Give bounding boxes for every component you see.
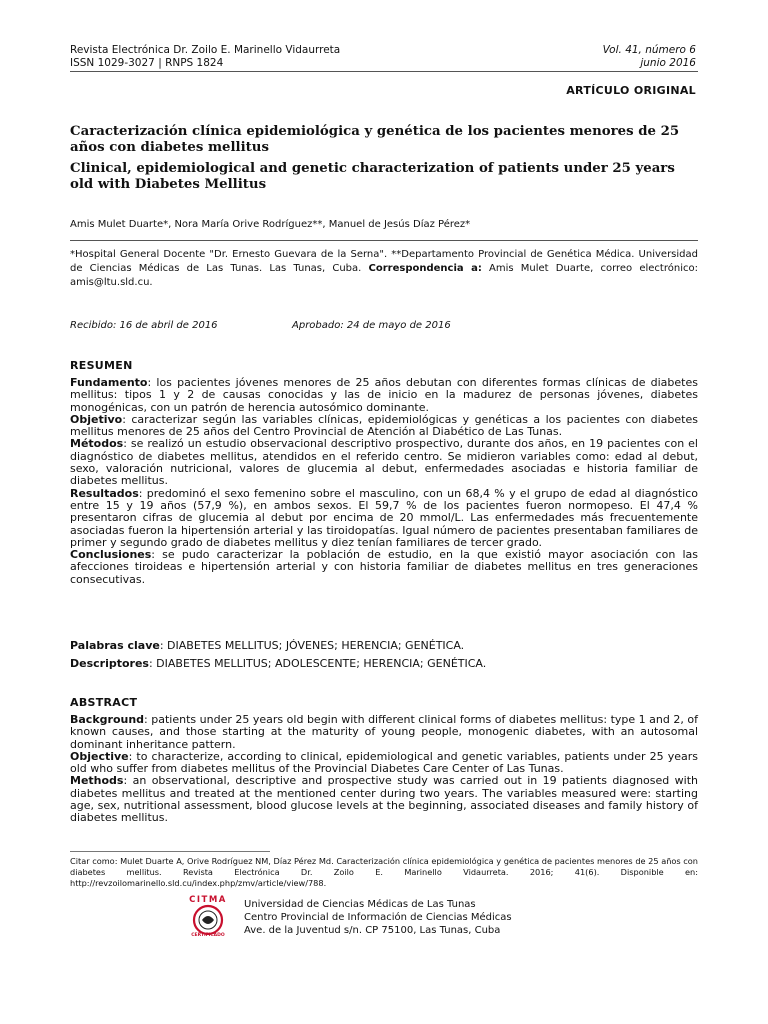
conclusiones-text: : se pudo caracterizar la población de estudio, en la que existió mayor asociación con las afecciones tiroideas e hipertensión arterial y con historia familiar de diabetes mellitus en tres generaciones consecutivas. xyxy=(70,548,698,586)
svg-text:CITMA: CITMA xyxy=(189,895,227,905)
resumen-heading: RESUMEN xyxy=(70,359,133,372)
objective-text: : to characterize, according to clinical, epidemiological and genetic variables, patients under 25 years old who suffer from diabetes mellitus of the Provincial Diabetes Care Center of Las Tunas. xyxy=(70,749,698,776)
background-text: : patients under 25 years old begin with different clinical forms of diabetes mellitus: type 1 and 2, of known causes, and those starting at the maturity of young people, monogenic diabetes, with an autosomal dominant inheritance pattern. xyxy=(70,713,698,751)
volume-number: Vol. 41, número 6 xyxy=(602,44,696,56)
methods-paragraph xyxy=(70,775,698,824)
issue-info xyxy=(603,44,696,70)
article-type: ARTÍCULO ORIGINAL xyxy=(566,84,696,97)
header-divider xyxy=(70,71,698,72)
fundamento-paragraph xyxy=(70,377,698,414)
metodos-label: Métodos xyxy=(70,437,124,451)
resumen-body xyxy=(70,377,698,586)
metodos-paragraph xyxy=(70,438,698,487)
abstract-body xyxy=(70,714,698,825)
dates-line xyxy=(70,320,451,331)
title-english: Clinical, epidemiological and genetic characterization of patients under 25 years old with Diabetes Mellitus xyxy=(70,161,675,192)
citation-divider xyxy=(70,851,270,852)
descriptores-text: : DIABETES MELLITUS; ADOLESCENTE; HERENCIA; GENÉTICA. xyxy=(148,657,487,670)
abstract-heading: ABSTRACT xyxy=(70,696,138,709)
institution-line-2: Centro Provincial de Información de Ciencias Médicas xyxy=(244,912,512,923)
methods-label: Methods xyxy=(70,774,124,788)
methods-text: : an observational, descriptive and prospective study was carried out in 19 patients diagnosed with diabetes mellitus and treated at the mentioned center during two years. The variables measured were: starting age, sex, nutritional assessment, blood glucose levels at the beginning, associated diseases and family history of diabetes mellitus. xyxy=(70,774,698,825)
journal-name: Revista Electrónica Dr. Zoilo E. Marinello Vidaurreta xyxy=(70,44,341,56)
correspondence-label: Correspondencia a: xyxy=(368,262,482,274)
affiliation-divider xyxy=(70,240,698,241)
conclusiones-label: Conclusiones xyxy=(70,548,152,562)
objetivo-label: Objetivo xyxy=(70,412,123,426)
citma-logo-icon xyxy=(186,894,234,938)
metodos-text: : se realizó un estudio observacional descriptivo prospectivo, durante dos años, en 19 pacientes con el diagnóstico de diabetes mellitus, atendidos en el referido centro. Se midieron variables como: edad al debut, sexo, valoración nutricional, valores de glucemia al debut, enfermedades asociadas e historia familiar de diabetes mellitus. xyxy=(70,437,698,488)
objective-paragraph xyxy=(70,751,698,776)
citation: Citar como: Mulet Duarte A, Orive Rodríguez NM, Díaz Pérez Md. Caracterización clínica epidemiológica y genética de pacientes menores de 25 años con diabetes mellitus. Revista Electrónica Dr. Zoilo E. Marinello Vidaurreta. 2016; 41(6). Disponible en: http://revzoilomarinello.sld.cu/index.php/zmv/article/view/788. xyxy=(70,856,698,888)
fundamento-label: Fundamento xyxy=(70,376,148,389)
background-label: Background xyxy=(70,713,145,726)
palabras-text: : DIABETES MELLITUS; JÓVENES; HERENCIA; GENÉTICA. xyxy=(159,639,465,652)
author-list: Amis Mulet Duarte*, Nora María Orive Rodríguez**, Manuel de Jesús Díaz Pérez* xyxy=(70,219,471,230)
title-spanish: Caracterización clínica epidemiológica y genética de los pacientes menores de 25 años con diabetes mellitus xyxy=(70,124,680,155)
affiliation xyxy=(70,248,698,289)
conclusiones-paragraph xyxy=(70,549,698,586)
issue-date: junio 2016 xyxy=(640,57,696,69)
institution-line-3: Ave. de la Juventud s/n. CP 75100, Las Tunas, Cuba xyxy=(244,925,501,936)
svg-text:CERTIFICADO: CERTIFICADO xyxy=(191,933,225,938)
journal-header xyxy=(70,44,340,70)
objective-label: Objective xyxy=(70,749,129,763)
resultados-label: Resultados xyxy=(70,486,139,500)
fundamento-text: : los pacientes jóvenes menores de 25 años debutan con diferentes formas clínicas de diabetes mellitus: tipos 1 y 2 de causas conocidas y las de inicio en la madurez de personas jóvenes, diabetes monogénicas, con un patrón de herencia autosómico dominante. xyxy=(70,376,698,414)
institution-info xyxy=(244,898,512,937)
descriptores-label: Descriptores xyxy=(70,657,149,670)
correspondence-text: Amis Mulet Duarte, correo electrónico: amis@ltu.sld.cu. xyxy=(70,262,698,288)
institution-line-1: Universidad de Ciencias Médicas de Las Tunas xyxy=(244,899,476,910)
palabras-clave xyxy=(70,639,464,652)
palabras-label: Palabras clave xyxy=(70,639,160,652)
objetivo-paragraph xyxy=(70,414,698,439)
resultados-paragraph xyxy=(70,488,698,549)
issn-line: ISSN 1029-3027 | RNPS 1824 xyxy=(70,57,224,69)
approved-date: Aprobado: 24 de mayo de 2016 xyxy=(292,320,451,331)
background-paragraph xyxy=(70,714,698,751)
affiliation-text: *Hospital General Docente "Dr. Ernesto Guevara de la Serna". **Departamento Provincial de Genética Médica. Universidad de Ciencias Médicas de Las Tunas. Las Tunas, Cuba. xyxy=(70,249,698,274)
descriptores xyxy=(70,657,486,670)
received-date: Recibido: 16 de abril de 2016 xyxy=(70,320,218,331)
objetivo-text: : caracterizar según las variables clínicas, epidemiológicas y genéticas a los pacientes con diabetes mellitus menores de 25 años del Centro Provincial de Atención al Diabético de Las Tunas. xyxy=(70,412,698,439)
resultados-text: : predominó el sexo femenino sobre el masculino, con un 68,4 % y el grupo de edad al diagnóstico entre 15 y 19 años (57,9 %), en ambos sexos. El 59,7 % de los pacientes fueron normopeso. El 47,4 % presentaron cifras de glucemia al debut por encima de 20 mmol/L. Las enfermedades más frecuentemente asociadas fueron la hipertensión arterial y las tiroidopatías. Igual número de pacientes presentaban familiares de primer y segundo grado de diabetes mellitus y diez tenían familiares de tercer grado. xyxy=(70,486,698,549)
